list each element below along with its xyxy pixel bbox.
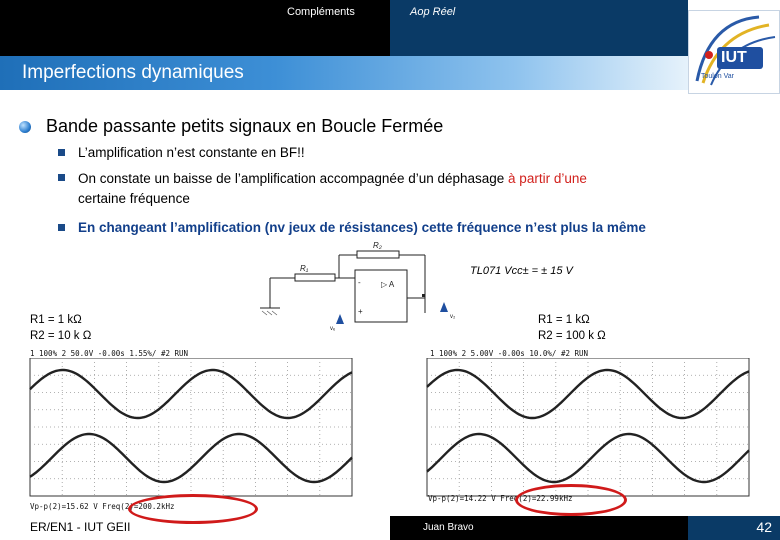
opamp-note: TL071 Vcc± = ± 15 V — [470, 265, 573, 277]
minus-sign: - — [358, 278, 361, 287]
input-probe-icon — [330, 312, 350, 340]
iut-logo — [688, 10, 780, 94]
footer-page-bar — [688, 516, 780, 540]
left-r2-label: R2 = 10 k Ω — [30, 330, 92, 342]
left-oscilloscope — [26, 358, 356, 498]
left-scope-header: 1 100% 2 50.0V -0.00s 1.55%/ #2 RUN — [30, 349, 189, 358]
r2-label: R₂ — [373, 241, 382, 250]
right-scope-footer: Vp-p(2)=14.22 V Freq(2)=22.99kHz — [428, 494, 573, 503]
tab-aop-reel[interactable]: Aop Réel — [410, 6, 456, 18]
bullet-dot-icon — [19, 121, 31, 133]
amplifier-circuit — [255, 238, 455, 358]
logo-text: IUT — [721, 49, 747, 66]
svg-text:vₑ: vₑ — [330, 326, 336, 332]
right-r2-label: R2 = 100 k Ω — [538, 330, 606, 342]
page-title: Imperfections dynamiques — [22, 62, 244, 83]
left-freq-highlight — [128, 494, 258, 524]
square-bullet-icon — [58, 224, 65, 231]
main-bullet-text: Bande passante petits signaux en Boucle Fermée — [46, 116, 444, 136]
footer-author: Juan Bravo — [423, 522, 474, 533]
opamp-symbol: ▷ A — [381, 280, 395, 289]
left-r1-label: R1 = 1 kΩ — [30, 314, 82, 326]
sub-bullet-2-line2: certaine fréquence — [78, 191, 190, 206]
footer-course: ER/EN1 - IUT GEII — [30, 520, 131, 534]
sub-bullet-2-text: On constate un baisse de l’amplification accompagnée d’un déphasage — [78, 171, 509, 186]
logo-subtitle: Toulon Var — [701, 73, 734, 80]
right-r1-label: R1 = 1 kΩ — [538, 314, 590, 326]
sub-bullet-3: En changeant l’amplification (nv jeux de résistances) cette fréquence n’est plus la même — [78, 220, 646, 235]
plus-sign: + — [358, 307, 363, 316]
right-oscilloscope — [423, 358, 753, 498]
sub-bullet-2 — [78, 169, 587, 188]
tab-complements[interactable]: Compléments — [287, 6, 355, 18]
r1-label: R₁ — [300, 264, 309, 273]
square-bullet-icon — [58, 174, 65, 181]
svg-text:v₂: v₂ — [450, 314, 456, 320]
footer-author-bar — [390, 516, 688, 540]
page-number: 42 — [756, 519, 772, 535]
left-scope-footer: Vp-p(2)=15.62 V Freq(2)=200.2kHz — [30, 502, 175, 511]
output-probe-icon — [438, 300, 460, 328]
right-scope-header: 1 100% 2 5.00V -0.00s 10.0%/ #2 RUN — [430, 349, 589, 358]
square-bullet-icon — [58, 149, 65, 156]
sub-bullet-1: L’amplification n’est constante en BF!! — [78, 145, 305, 160]
sub-bullet-2-highlight: à partir d’une — [508, 171, 587, 186]
right-freq-highlight — [515, 484, 627, 516]
